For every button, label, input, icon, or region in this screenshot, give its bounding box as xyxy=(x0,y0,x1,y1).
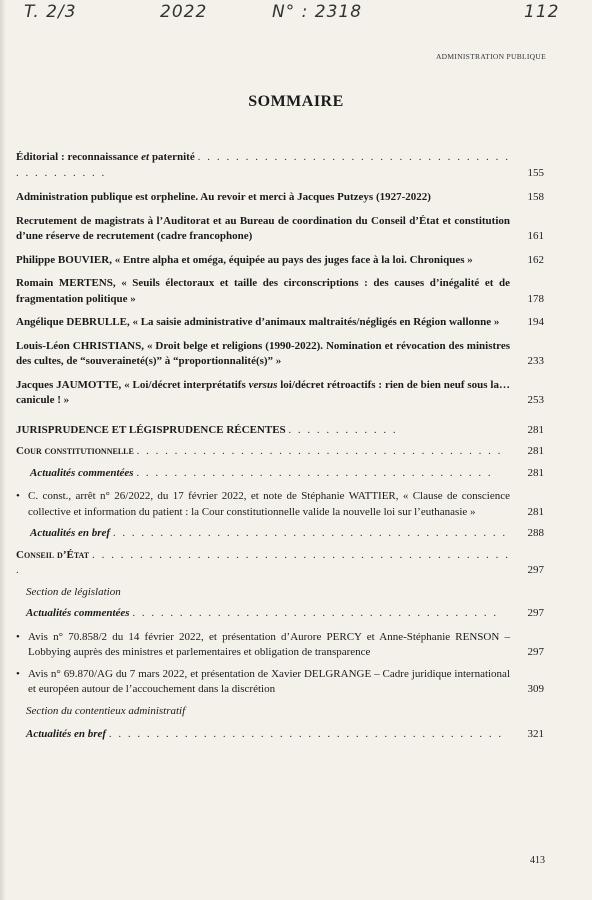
handwritten-year: 2022 xyxy=(160,2,208,22)
toc-entry-editorial: Éditorial : reconnaissance et paternité . . . . . . . . . . . . . . . . . . . . . . . . . . . . . . . . . . . . . . . . . . . 155 xyxy=(16,150,544,181)
toc-entry-conseil-etat: Conseil d’État . . . . . . . . . . . . . . . . . . . . . . . . . . . . . . . . . . . . . . . . . . . . . 297 xyxy=(16,548,544,579)
handwritten-corner-mark: 112 xyxy=(524,2,560,22)
handwritten-tome: T. 2/3 xyxy=(24,2,77,22)
toc-entry-debrulle: Angélique DEBRULLE, « La saisie administrative d’animaux maltraités/négligés en Région wallonne » 194 xyxy=(16,315,544,331)
toc-entry-orpheline: Administration publique est orpheline. Au revoir et merci à Jacques Putzeys (1927-2022) 158 xyxy=(16,190,544,206)
toc-page: 281 xyxy=(527,445,544,457)
toc-page: 161 xyxy=(527,230,544,242)
toc-page: 309 xyxy=(527,683,544,695)
toc-page: 233 xyxy=(527,355,544,367)
toc-page: 288 xyxy=(527,527,544,539)
toc-entry-wattier: • C. const., arrêt n° 26/2022, du 17 février 2022, et note de Stéphanie WATTIER, « Clause de conscience collective et information du patient : la Cour constitutionnelle valide la nouvelle loi sur l’euthanasie » 281 xyxy=(16,489,544,520)
toc-entry-section-contentieux: Section du contentieux administratif xyxy=(26,704,186,717)
toc-entry-mertens: Romain MERTENS, « Seuils électoraux et taille des circonscriptions : des causes d’inégalité et de fragmentation politique » 178 xyxy=(16,276,544,307)
toc-entry-jaumotte: Jacques JAUMOTTE, « Loi/décret interprétatifs versus loi/décret rétroactifs : rien de bien neuf sous la… canicule ! » 253 xyxy=(16,378,544,409)
toc-entry-actualites-en-bref-2: Actualités en bref . . . . . . . . . . . . . . . . . . . . . . . . . . . . . . . . . . . . . . . . . . 321 xyxy=(16,727,544,743)
toc-entry-christians: Louis-Léon CHRISTIANS, « Droit belge et religions (1990-2022). Nomination et révocation des ministres des cultes, de “souveraineté(s)” à “proportionnalité(s)” » 233 xyxy=(16,339,544,370)
table-of-contents xyxy=(16,150,544,743)
toc-page: 155 xyxy=(527,166,544,179)
toc-entry-percy-renson: • Avis n° 70.858/2 du 14 février 2022, et présentation d’Aurore PERCY et Anne-Stéphanie RENSON – Lobbying auprès des ministres et parlementaires et obligation de transparence 297 xyxy=(16,630,544,661)
toc-page: 158 xyxy=(527,191,544,203)
toc-page: 194 xyxy=(527,316,544,328)
toc-page: 281 xyxy=(527,423,544,436)
toc-page: 297 xyxy=(527,564,544,576)
toc-entry-actualites-commentees-2: Actualités commentées . . . . . . . . . . . . . . . . . . . . . . . . . . . . . . . . . . . . . . . 297 xyxy=(16,606,544,622)
page-edge xyxy=(0,0,6,900)
toc-page: 297 xyxy=(527,607,544,619)
toc-entry-section-legislation: Section de législation xyxy=(26,585,121,598)
toc-entry-recrutement: Recrutement de magistrats à l’Auditorat et au Bureau de coordination du Conseil d’État et constitution d’une réserve de recrutement (cadre francophone) 161 xyxy=(16,214,544,245)
toc-page: 281 xyxy=(527,505,544,518)
toc-page: 297 xyxy=(527,646,544,658)
toc-section-jurisprudence: JURISPRUDENCE ET LÉGISPRUDENCE RÉCENTES . . . . . . . . . . . . 281 xyxy=(16,423,544,439)
toc-page: 178 xyxy=(527,292,544,305)
page-title: SOMMAIRE xyxy=(248,93,344,110)
handwritten-number: N° : 2318 xyxy=(272,2,363,22)
toc-entry-bouvier: Philippe BOUVIER, « Entre alpha et oméga, équipée au pays des juges face à la loi. Chroniques » 162 xyxy=(16,253,544,269)
running-header: ADMINISTRATION PUBLIQUE xyxy=(435,52,546,61)
toc-page: 253 xyxy=(527,394,544,406)
toc-entry-actualites-en-bref: Actualités en bref . . . . . . . . . . . . . . . . . . . . . . . . . . . . . . . . . . . . . . . . . . 288 xyxy=(16,526,544,542)
toc-entry-delgrange: • Avis n° 69.870/AG du 7 mars 2022, et présentation de Xavier DELGRANGE – Cadre juridique international et européen autour de l’accouchement dans la discrétion 309 xyxy=(16,667,544,698)
toc-page: 162 xyxy=(527,253,544,266)
toc-entry-actualites-commentees: Actualités commentées . . . . . . . . . . . . . . . . . . . . . . . . . . . . . . . . . . . . . . 281 xyxy=(16,466,544,482)
toc-page: 321 xyxy=(527,728,544,740)
toc-page: 281 xyxy=(527,466,544,479)
page-number: 413 xyxy=(530,855,545,866)
toc-entry-cour-constitutionnelle: Cour constitutionnelle . . . . . . . . . . . . . . . . . . . . . . . . . . . . . . . . . . . . . . . 281 xyxy=(16,444,544,460)
